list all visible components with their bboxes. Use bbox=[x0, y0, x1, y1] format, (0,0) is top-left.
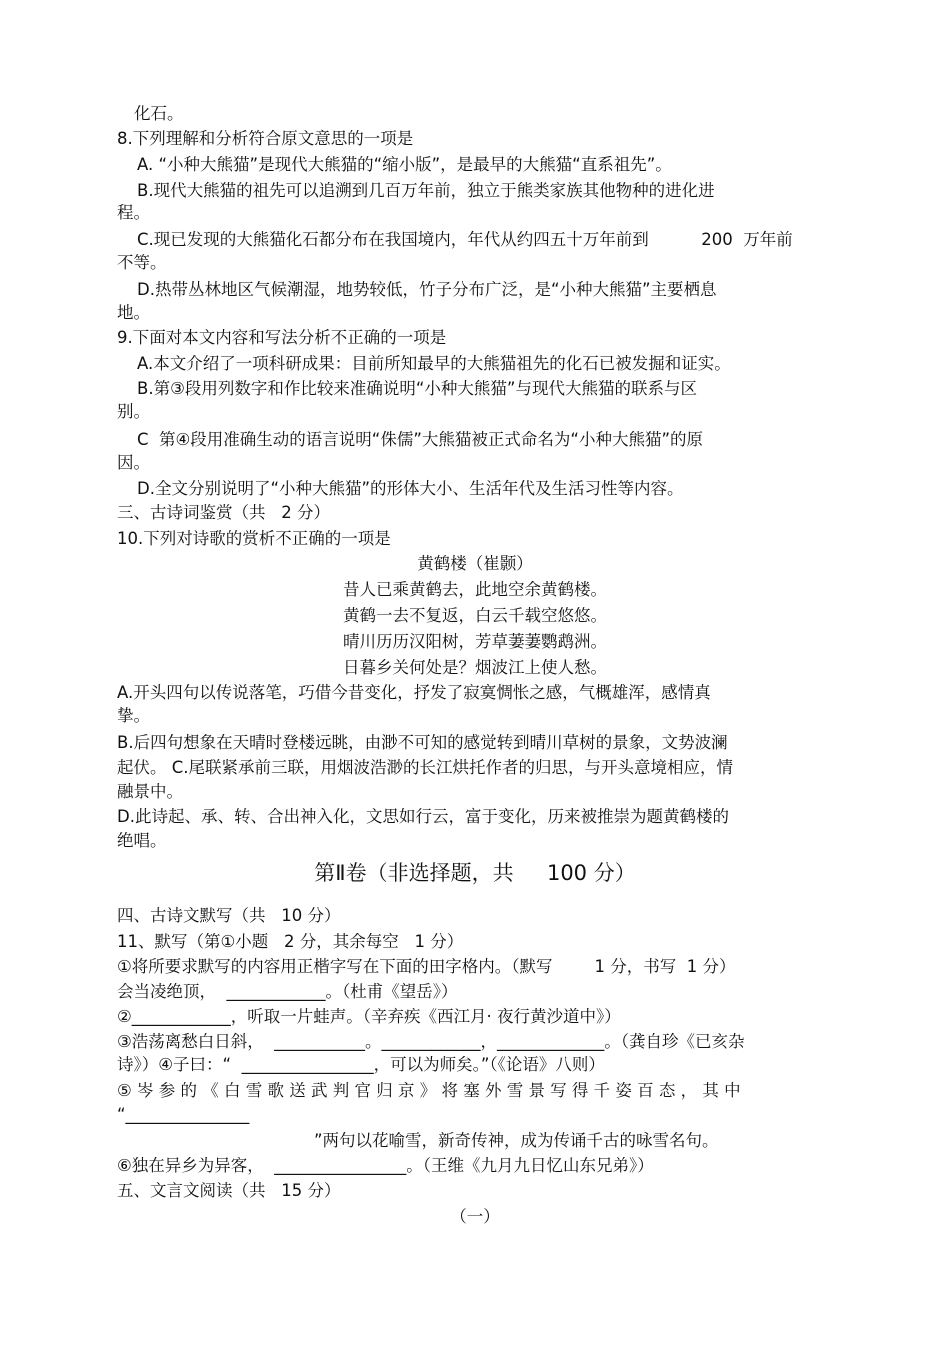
section-4-heading: 四、古诗文默写（共 10 分） bbox=[117, 906, 341, 925]
section-5-heading: 五、文言文阅读（共 15 分） bbox=[117, 1181, 341, 1200]
poem-line: 昔人已乘黄鹤去，此地空余黄鹤楼。 bbox=[343, 580, 607, 599]
question-11-item-2: ②____________，听取一片蛙声。（辛弃疾《西江月· 夜行黄沙道中》） bbox=[117, 1007, 621, 1026]
question-8-stem: 8.下列理解和分析符合原文意思的一项是 bbox=[117, 129, 414, 148]
text-line: 挚。 bbox=[117, 706, 150, 725]
question-10-option-d: D.此诗起、承、转、合出神入化，文思如行云，富于变化，历来被推崇为题黄鹤楼的 bbox=[117, 807, 729, 826]
question-11-item-5: ⑤ 岑 参 的 《 白 雪 歌 送 武 判 官 归 京 》 将 塞 外 雪 景 写 得 千 姿 百 态 ， 其 中 bbox=[117, 1081, 741, 1100]
question-9-stem: 9.下面对本文内容和写法分析不正确的一项是 bbox=[117, 328, 447, 347]
question-9-option-a: A.本文介绍了一项科研成果：目前所知最早的大熊猫祖先的化石已被发掘和证实。 bbox=[137, 354, 731, 373]
text-line: 绝唱。 bbox=[117, 831, 167, 850]
question-11-stem: 11、默写（第①小题 2 分，其余每空 1 分） bbox=[117, 932, 464, 951]
part-2-title: 第Ⅱ卷（非选择题，共 100 分） bbox=[314, 861, 636, 885]
poem-line: 日暮乡关何处是？烟波江上使人愁。 bbox=[343, 658, 607, 677]
question-11-item-6: ⑥独在异乡为异客， ________________。（王维《九月九日忆山东兄弟》） bbox=[117, 1156, 654, 1175]
text-line: 别。 bbox=[117, 402, 150, 421]
question-10-option-c: 起伏。 C.尾联紧承前三联，用烟波浩渺的长江烘托作者的归思，与开头意境相应，情 bbox=[117, 758, 734, 777]
question-11-line: ”两句以花喻雪，新奇传神，成为传诵千古的咏雪名句。 bbox=[314, 1131, 719, 1150]
question-10-option-a: A.开头四句以传说落笔，巧借今昔变化，抒发了寂寞惆怅之感，气概雄浑，感情真 bbox=[117, 683, 711, 702]
question-11-item-4: 诗》）④子曰：“ ________________，可以为师矣。”（《论语》八则） bbox=[117, 1055, 605, 1074]
section-3-heading: 三、古诗词鉴赏（共 2 分） bbox=[117, 503, 330, 522]
subsection-heading: （一） bbox=[450, 1207, 500, 1226]
question-8-option-c: C.现已发现的大熊猫化石都分布在我国境内，年代从约四五十万年前到 200 万年前 bbox=[137, 230, 793, 249]
text-line: 化石。 bbox=[134, 104, 184, 123]
question-10-option-b: B.后四句想象在天晴时登楼远眺，由渺不可知的感觉转到晴川草树的景象，文势波澜 bbox=[117, 733, 728, 752]
question-11-item-1: ①将所要求默写的内容用正楷字写在下面的田字格内。（默写 1 分，书写 1 分） bbox=[117, 957, 736, 976]
text-line: 融景中。 bbox=[117, 782, 183, 801]
question-9-option-d: D.全文分别说明了“小种大熊猫”的形体大小、生活年代及生活习性等内容。 bbox=[137, 479, 684, 498]
question-8-option-a: A. “小种大熊猫”是现代大熊猫的“缩小版”，是最早的大熊猫“直系祖先”。 bbox=[137, 155, 672, 174]
text-line: 地。 bbox=[117, 303, 150, 322]
text-line: 程。 bbox=[117, 203, 150, 222]
text-line: 因。 bbox=[117, 453, 150, 472]
question-10-stem: 10.下列对诗歌的赏析不正确的一项是 bbox=[117, 529, 391, 548]
question-11-line: 会当凌绝顶， ____________。（杜甫《望岳》） bbox=[117, 982, 458, 1001]
question-9-option-c: C 第④段用准确生动的语言说明“侏儒”大熊猫被正式命名为“小种大熊猫”的原 bbox=[137, 430, 703, 449]
question-11-line: “_______________ bbox=[117, 1105, 250, 1124]
poem-line: 晴川历历汉阳树，芳草萋萋鹦鹉洲。 bbox=[343, 632, 607, 651]
question-11-item-3: ③浩荡离愁白日斜， ___________。____________，_____________。（龚自珍《已亥杂 bbox=[117, 1032, 745, 1051]
question-8-option-b: B.现代大熊猫的祖先可以追溯到几百万年前，独立于熊类家族其他物种的进化进 bbox=[137, 181, 715, 200]
text-line: 不等。 bbox=[117, 253, 167, 272]
question-8-option-d: D.热带丛林地区气候潮湿，地势较低，竹子分布广泛，是“小种大熊猫”主要栖息 bbox=[137, 280, 717, 299]
poem-line: 黄鹤一去不复返，白云千载空悠悠。 bbox=[343, 606, 607, 625]
poem-title: 黄鹤楼（崔颢） bbox=[417, 554, 533, 573]
question-9-option-b: B.第③段用列数字和作比较来准确说明“小种大熊猫”与现代大熊猫的联系与区 bbox=[137, 379, 697, 398]
